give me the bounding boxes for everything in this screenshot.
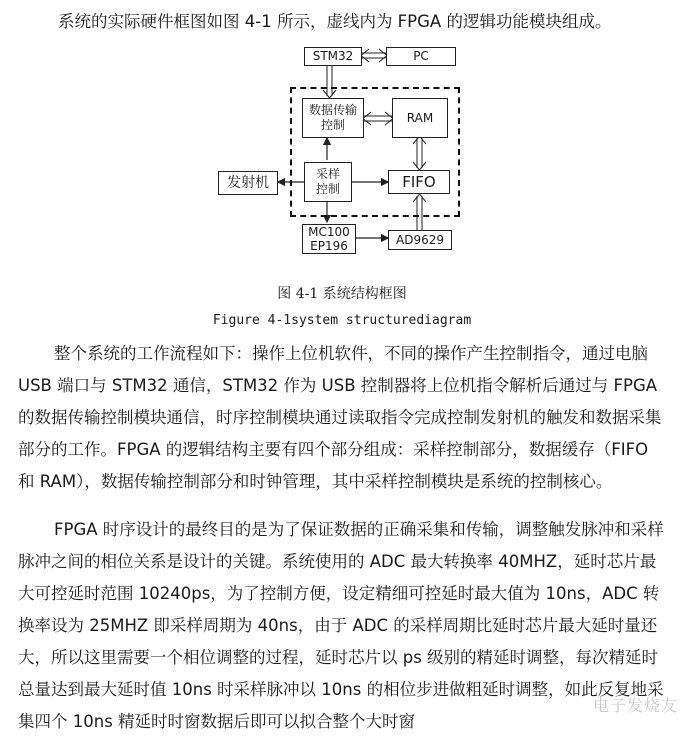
system-block-diagram: [0, 40, 684, 270]
data-ctrl-label-line2: 控制: [320, 118, 345, 132]
intro-text: 系统的实际硬件框图如图 4-1 所示，虚线内为 FPGA 的逻辑功能模块组成。: [58, 12, 612, 31]
data-ctrl-label-line1: 数据传输: [308, 103, 357, 117]
fifo-label: FIFO: [402, 172, 436, 191]
ram-label: RAM: [406, 110, 434, 125]
watermark: 电子发烧友: [592, 696, 678, 715]
mc-label-line1: MC100: [308, 225, 350, 239]
transmitter-label: 发射机: [227, 174, 269, 191]
stm32-label: STM32: [312, 49, 354, 63]
stm32-block: [304, 47, 362, 66]
ad-label: AD9629: [396, 232, 444, 247]
mc100-block: [302, 224, 356, 254]
mc-label-line2: EP196: [310, 239, 348, 253]
ad9629-block: [388, 230, 452, 250]
data-transfer-control-block: [302, 98, 364, 138]
stm32-pc-link: [361, 49, 387, 62]
sample-label-line1: 采样: [315, 167, 340, 181]
paragraph-workflow: 整个系统的工作流程如下：操作上位机软件，不同的操作产生控制指令，通过电脑 USB 端口与 STM32 通信，STM32 作为 USB 控制器将上位机指令解析后通过与 FPGA 的数据传输控制模块通信，时序控制模块通过读取指令完成控制发射机的触发和数据采集部分的工作。FPGA 的逻辑结构主要有四个部分组成：采样控制部分，数据缓存（FIFO 和 RAM），数据传输控制部分和时钟管理，其中采样控制模块是系统的控制核心。: [18, 344, 662, 491]
figure-caption-cn: 图 4-1 系统结构框图: [277, 286, 407, 302]
transmitter-block: [218, 171, 278, 195]
pc-label: PC: [413, 49, 429, 63]
paragraph-timing: FPGA 时序设计的最终目的是为了保证数据的正确采集和传输，调整触发脉冲和采样脉冲之间的相位关系是设计的关键。系统使用的 ADC 最大转换率 40MHZ，延时芯片最大可控延时范围 10240ps，为了控制方便，设定精细可控延时最大值为 10ns，ADC 转换率设为 25MHZ 即采样周期为 40ns，由于 ADC 的采样周期比延时芯片最大延时量还大，所以这里需要一个相位调整的过程，延时芯片以 ps 级别的精延时调整，每次精延时总量达到最大延时值 10ns 时采样脉冲以 10ns 的相位步进做粗延时调整，如此反复地采集四个 10ns 精延时时窗数据后即可以拟合整个大时窗: [18, 520, 664, 731]
sampling-control-block: [304, 162, 352, 202]
pc-block: [386, 47, 456, 66]
figure-caption-en: Figure 4-1system structurediagram: [212, 313, 472, 328]
ram-block: [392, 98, 448, 138]
sample-label-line2: 控制: [315, 182, 340, 196]
fifo-block: [388, 170, 450, 194]
